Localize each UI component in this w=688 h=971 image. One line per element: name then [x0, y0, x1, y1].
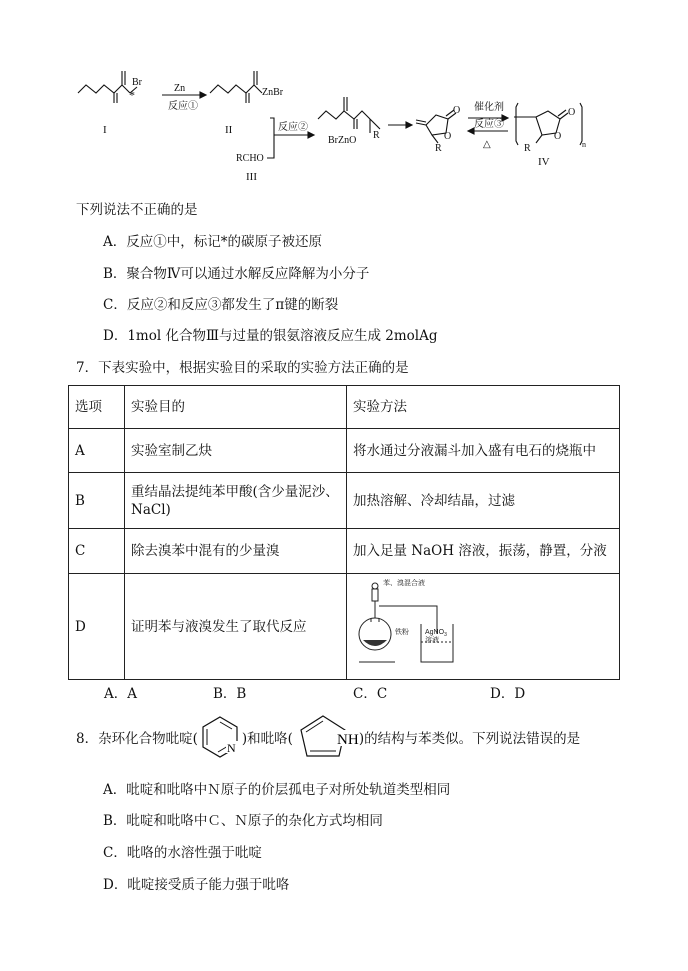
- znbr-label: ZnBr: [262, 87, 284, 98]
- zn-label: Zn: [174, 83, 186, 94]
- table-row: [69, 529, 620, 574]
- compound-I-label: I: [103, 124, 107, 136]
- apparatus-label-solution: 溶液: [425, 637, 439, 644]
- apparatus-label-agno3: AgNO$_3$: [425, 629, 447, 638]
- row-b-method: 加热溶解、冷却结晶，过滤: [347, 473, 620, 529]
- q8-stem: [76, 712, 580, 762]
- row-c-method: 加入足量 NaOH 溶液，振荡，静置，分液: [347, 529, 620, 574]
- r-label-2: R: [435, 143, 442, 154]
- pyridine-n-label: N: [226, 741, 236, 755]
- br-label: Br: [132, 77, 142, 88]
- apparatus-diagram: [351, 576, 461, 672]
- row-a-option: A: [69, 429, 125, 473]
- n-subscript: n: [582, 140, 586, 149]
- compound-I-skeleton: [78, 85, 130, 93]
- header-purpose: 实验目的: [125, 386, 347, 429]
- table-header-row: [69, 386, 620, 429]
- q6-option-b: B．聚合物Ⅳ可以通过水解反应降解为小分子: [103, 266, 370, 282]
- row-a-purpose: 实验室制乙炔: [125, 429, 347, 473]
- q8-stem-part-3: )的结构与苯类似。下列说法错误的是: [358, 731, 581, 747]
- q6-stem: 下列说法不正确的是: [76, 202, 198, 218]
- row-d-method: [347, 574, 620, 680]
- q8-option-c: C．吡咯的水溶性强于吡啶: [103, 845, 262, 861]
- q8-option-a: A．吡啶和吡咯中Ｎ原子的价层孤电子对所处轨道类型相同: [103, 782, 451, 798]
- experiment-table: [68, 385, 620, 680]
- row-c-option: C: [69, 529, 125, 574]
- q6-option-a: A．反应①中，标记*的碳原子被还原: [103, 234, 322, 250]
- q6-option-c: C．反应②和反应③都发生了π键的断裂: [103, 297, 339, 313]
- row-b-purpose: 重结晶法提纯苯甲酸(含少量泥沙、NaCl): [125, 473, 347, 529]
- q6-option-d: D．1mol 化合物Ⅲ与过量的银氨溶液反应生成 2molAg: [103, 328, 438, 344]
- brzno-label: BrZnO: [328, 135, 357, 146]
- pyrrole-structure: [293, 712, 359, 762]
- row-a-method: 将水通过分液漏斗加入盛有电石的烧瓶中: [347, 429, 620, 473]
- q7-stem: 7．下表实验中，根据实验目的采取的实验方法正确的是: [76, 360, 409, 376]
- apparatus-label-mixture: 苯、溴混合液: [383, 580, 425, 587]
- q7-answer-a: A．A: [104, 686, 137, 702]
- intermediate-skeleton: [318, 111, 370, 119]
- q7-answer-d: D．D: [490, 686, 526, 702]
- q7-answer-b: B．B: [213, 686, 247, 702]
- reaction-scheme: [70, 55, 630, 190]
- q8-stem-part-2: )和吡咯(: [241, 731, 293, 747]
- ring-o-label: O: [444, 131, 452, 142]
- q7-answer-c: C．C: [353, 686, 388, 702]
- compound-II-skeleton: [210, 85, 262, 93]
- compound-II-label: II: [225, 124, 233, 136]
- compound-III-label: III: [246, 171, 257, 183]
- compound-IV-label: IV: [538, 156, 550, 168]
- table-row: [69, 473, 620, 529]
- q8-stem-part-1: 8．杂环化合物吡啶(: [76, 731, 198, 747]
- reaction-1-label: 反应①: [168, 101, 198, 112]
- row-d-purpose: 证明苯与液溴发生了取代反应: [125, 574, 347, 680]
- polymer-carbonyl-o: O: [568, 107, 576, 118]
- pyridine-structure: [198, 714, 242, 760]
- catalyst-label: 催化剂: [474, 102, 504, 113]
- r-label-3: R: [524, 143, 531, 154]
- polymer-o-label: O: [554, 131, 562, 142]
- q8-option-d: D．吡啶接受质子能力强于吡咯: [103, 877, 290, 893]
- star-mark: *: [129, 88, 135, 102]
- table-row: [69, 429, 620, 473]
- q8-option-b: B．吡啶和吡咯中Ｃ、Ｎ原子的杂化方式均相同: [103, 813, 383, 829]
- header-method: 实验方法: [347, 386, 620, 429]
- reaction-3-label: 反应③: [474, 119, 504, 130]
- pyrrole-nh-label: NH: [336, 732, 359, 748]
- r-label-1: R: [373, 130, 380, 141]
- rcho-label: RCHO: [236, 153, 264, 164]
- header-option: 选项: [69, 386, 125, 429]
- reaction-2-label: 反应②: [278, 122, 308, 133]
- row-c-purpose: 除去溴苯中混有的少量溴: [125, 529, 347, 574]
- carbonyl-o-label: O: [453, 105, 461, 116]
- table-row: [69, 574, 620, 680]
- row-b-option: B: [69, 473, 125, 529]
- apparatus-label-iron: 铁粉: [395, 629, 409, 636]
- heat-label: △: [483, 139, 491, 150]
- row-d-option: D: [69, 574, 125, 680]
